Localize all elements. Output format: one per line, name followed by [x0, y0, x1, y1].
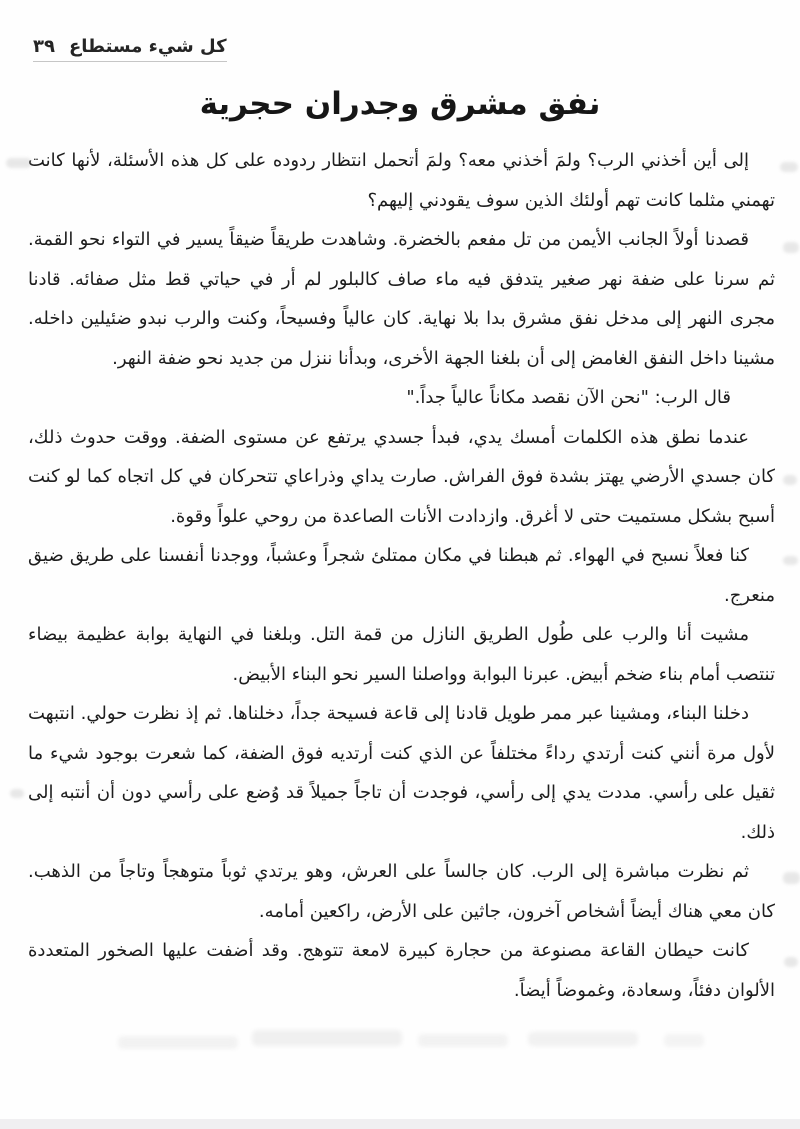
scan-ghost-text: [418, 1034, 508, 1047]
scan-artifact: [783, 556, 798, 565]
paragraph-white-gate: مشيت أنا والرب على طُول الطريق النازل من قمة التل. وبلغنا في النهاية بوابة عظيمة بيضاء تنتصب أمام بناء ضخم أبيض. عبرنا البوابة وواصلنا السير نحو البناء الأبيض.: [28, 624, 775, 685]
chapter-title: نفق مشرق وجدران حجرية: [199, 86, 601, 122]
paragraph-lord-on-throne: ثم نظرت مباشرة إلى الرب. كان جالساً على العرش، وهو يرتدي ثوباً متوهجاً وتاجاً من الذهب. كان معي هناك أيضاً أشخاص آخرون، جاثين على الأرض، راكعين أمامه.: [28, 861, 775, 922]
scan-artifact: [783, 872, 800, 884]
scan-artifact: [780, 162, 798, 172]
scan-artifact: [784, 957, 798, 967]
paragraph-swimming-air: كنا فعلاً نسبح في الهواء. ثم هبطنا في مكان ممتلئ شجراً وعشباً، ووجدنا أنفسنا على طريق ضيق منعرج.: [28, 545, 775, 606]
scan-bottom-edge: [0, 1119, 800, 1129]
scan-artifact: [783, 475, 797, 485]
paragraph-glowing-walls: كانت حيطان القاعة مصنوعة من حجارة كبيرة لامعة تتوهج. وقد أضفت عليها الصخور المتعددة الألوان دفئاً، وسعادة، وغموضاً أيضاً.: [28, 940, 775, 1001]
scan-ghost-text: [664, 1034, 704, 1047]
scan-ghost-text: [118, 1036, 238, 1049]
scan-ghost-text: [528, 1032, 638, 1046]
scan-ghost-text: [252, 1030, 402, 1046]
paragraph-hall-and-crown: دخلنا البناء، ومشينا عبر ممر طويل قادنا إلى قاعة فسيحة جداً، دخلناها. ثم إذ نظرت حولي. انتبهت لأول مرة أنني كنت أرتدي رداءً مختلفاً عن الذي كنت أرتديه فوق الضفة، كما شعرت بوجود شيء ما ثقيل على رأسي. مددت يدي إلى رأسي، فوجدت أن تاجاً جميلاً قد وُضع على رأسي دون أن أنتبه إلى ذلك.: [28, 703, 775, 843]
running-header-title: كل شيء مستطاع: [68, 36, 227, 57]
paragraph-lord-quote: قال الرب: "نحن الآن نقصد مكاناً عالياً جداً.": [406, 387, 731, 408]
scan-artifact: [783, 242, 799, 253]
running-header: [33, 36, 227, 62]
paragraph-hill-and-tunnel: قصدنا أولاً الجانب الأيمن من تل مفعم بالخضرة. وشاهدت طريقاً ضيقاً يسير في التواء نحو القمة. ثم سرنا على ضفة نهر صغير يتدفق فيه ماء صاف كالبلور لم أر في حياتي قط مثل صفائه. قادنا مجرى النهر إلى مدخل نفق مشرق بدا بلا نهاية. كان عالياً وفسيحاً، وكنت والرب نبدو ضئيلين داخله. مشينا داخل النفق الغامض إلى أن بلغنا الجهة الأخرى، وبدأنا ننزل من جديد نحو ضفة النهر.: [28, 229, 775, 369]
body-text: [28, 141, 775, 1010]
page-number: ٣٩: [33, 36, 55, 57]
paragraph-intro-questions: إلى أين أخذني الرب؟ ولمَ أخذني معه؟ ولمَ أتحمل انتظار ردوده على كل هذه الأسئلة، لأنها كانت تهمني مثلما كانت تهم أولئك الذين سوف يقودني إليهم؟: [28, 150, 775, 211]
scan-artifact: [10, 789, 24, 798]
paragraph-body-rising: عندما نطق هذه الكلمات أمسك يدي، فبدأ جسدي يرتفع عن مستوى الضفة. ووقت حدوث ذلك، كان جسدي الأرضي يهتز بشدة فوق الفراش. صارت يداي وذراعاي تتحركان في كل اتجاه كما لو كنت أسبح بشكل مستميت حتى لا أغرق. وازدادت الأنات الصاعدة من روحي علواً وقوة.: [28, 426, 775, 527]
